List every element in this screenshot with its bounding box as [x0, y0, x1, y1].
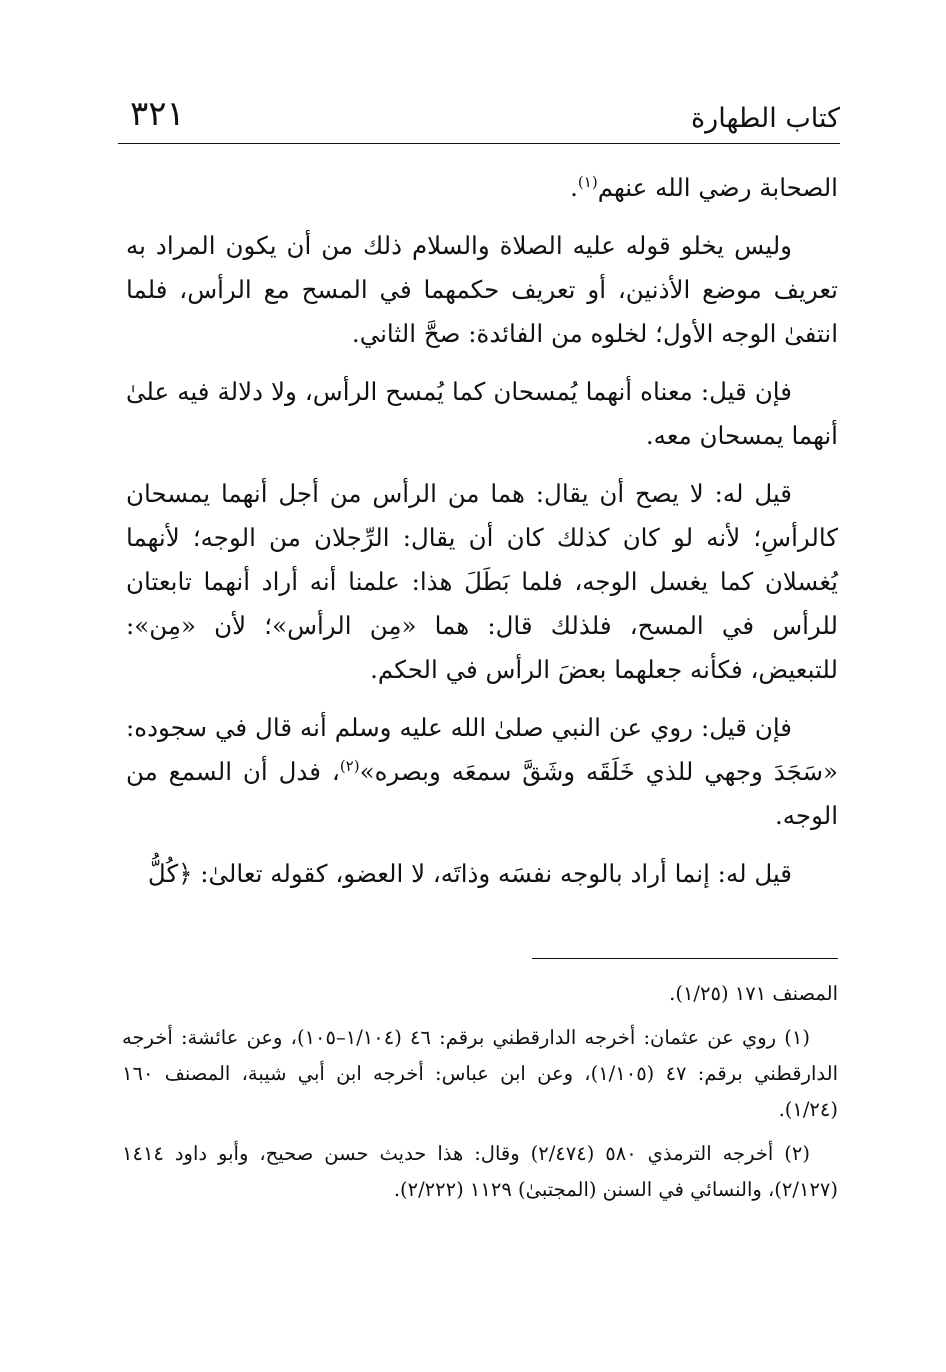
footnote-divider: [532, 958, 838, 959]
header-divider: [118, 143, 840, 144]
footnote-reference: (٢): [339, 756, 360, 775]
paragraph-continuation: [126, 166, 838, 210]
paragraph-end: ، فدل أن السمع من الوجه.: [126, 757, 838, 830]
paragraph-with-reference: [126, 706, 838, 838]
paragraph: قيل له: لا يصح أن يقال: هما من الرأس من أجل أنهما يمسحان كالرأسِ؛ لأنه لو كان كذلك كان أن يقال: الرِّجلان من الوجه؛ لأنهما يُغسلان كما يغسل الوجه، فلما بَطَلَ هذا: علمنا أنه أراد أنهما تابعتان للرأس في المسح، فلذلك قال: هما «مِن الرأس»؛ لأن «مِن»: للتبعيض، فكأنه جعلهما بعضَ الرأس في الحكم.: [126, 479, 838, 684]
page-number: ٣٢١: [130, 94, 185, 134]
paragraph: وليس يخلو قوله عليه الصلاة والسلام ذلك من أن يكون المراد به تعريف موضع الأذنين، أو تعريف حكمهما في المسح مع الرأس، فلما انتفىٰ الوجه الأول؛ لخلوه من الفائدة: صحَّ الثاني.: [126, 231, 838, 348]
running-header: [118, 92, 840, 142]
paragraph-end: .: [570, 173, 578, 202]
footnote-2: (٢) أخرجه الترمذي ٥٨٠ (٢/٤٧٤) وقال: هذا حديث حسن صحيح، وأبو داود ١٤١٤ (٢/١٢٧)، والنسائي في السنن (المجتبىٰ) ١١٢٩ (٢/٢٢٢).: [122, 1142, 838, 1201]
main-text: [126, 166, 838, 910]
footnote-reference: (١): [577, 172, 598, 191]
chapter-title: كتاب الطهارة: [691, 103, 840, 134]
paragraph: قيل له: إنما أراد بالوجه نفسَه وذاتَه، لا العضو، كقوله تعالىٰ: ﴿كُلُّ: [147, 859, 792, 888]
footnote-1: (١) روي عن عثمان: أخرجه الدارقطني برقم: ٤٦ (١/١٠٤–١٠٥)، وعن عائشة: أخرجه الدارقطني برقم: ٤٧ (١/١٠٥)، وعن ابن عباس: أخرجه ابن أبي شيبة، المصنف ١٦٠ (١/٢٤).: [122, 1026, 839, 1121]
paragraph-text: الصحابة رضي الله عنهم: [597, 173, 838, 202]
paragraph-text: فإن قيل: روي عن النبي صلىٰ الله عليه وسلم أنه قال في سجوده: «سَجَدَ وجهي للذي خَلَقَه وشَقَّ سمعَه وبصره»: [126, 713, 838, 786]
paragraph: فإن قيل: معناه أنهما يُمسحان كما يُمسح الرأس، ولا دلالة فيه علىٰ أنهما يمسحان معه.: [126, 377, 838, 450]
footnote-continuation: المصنف ١٧١ (١/٢٥).: [669, 982, 838, 1005]
footnotes: [122, 976, 838, 1216]
